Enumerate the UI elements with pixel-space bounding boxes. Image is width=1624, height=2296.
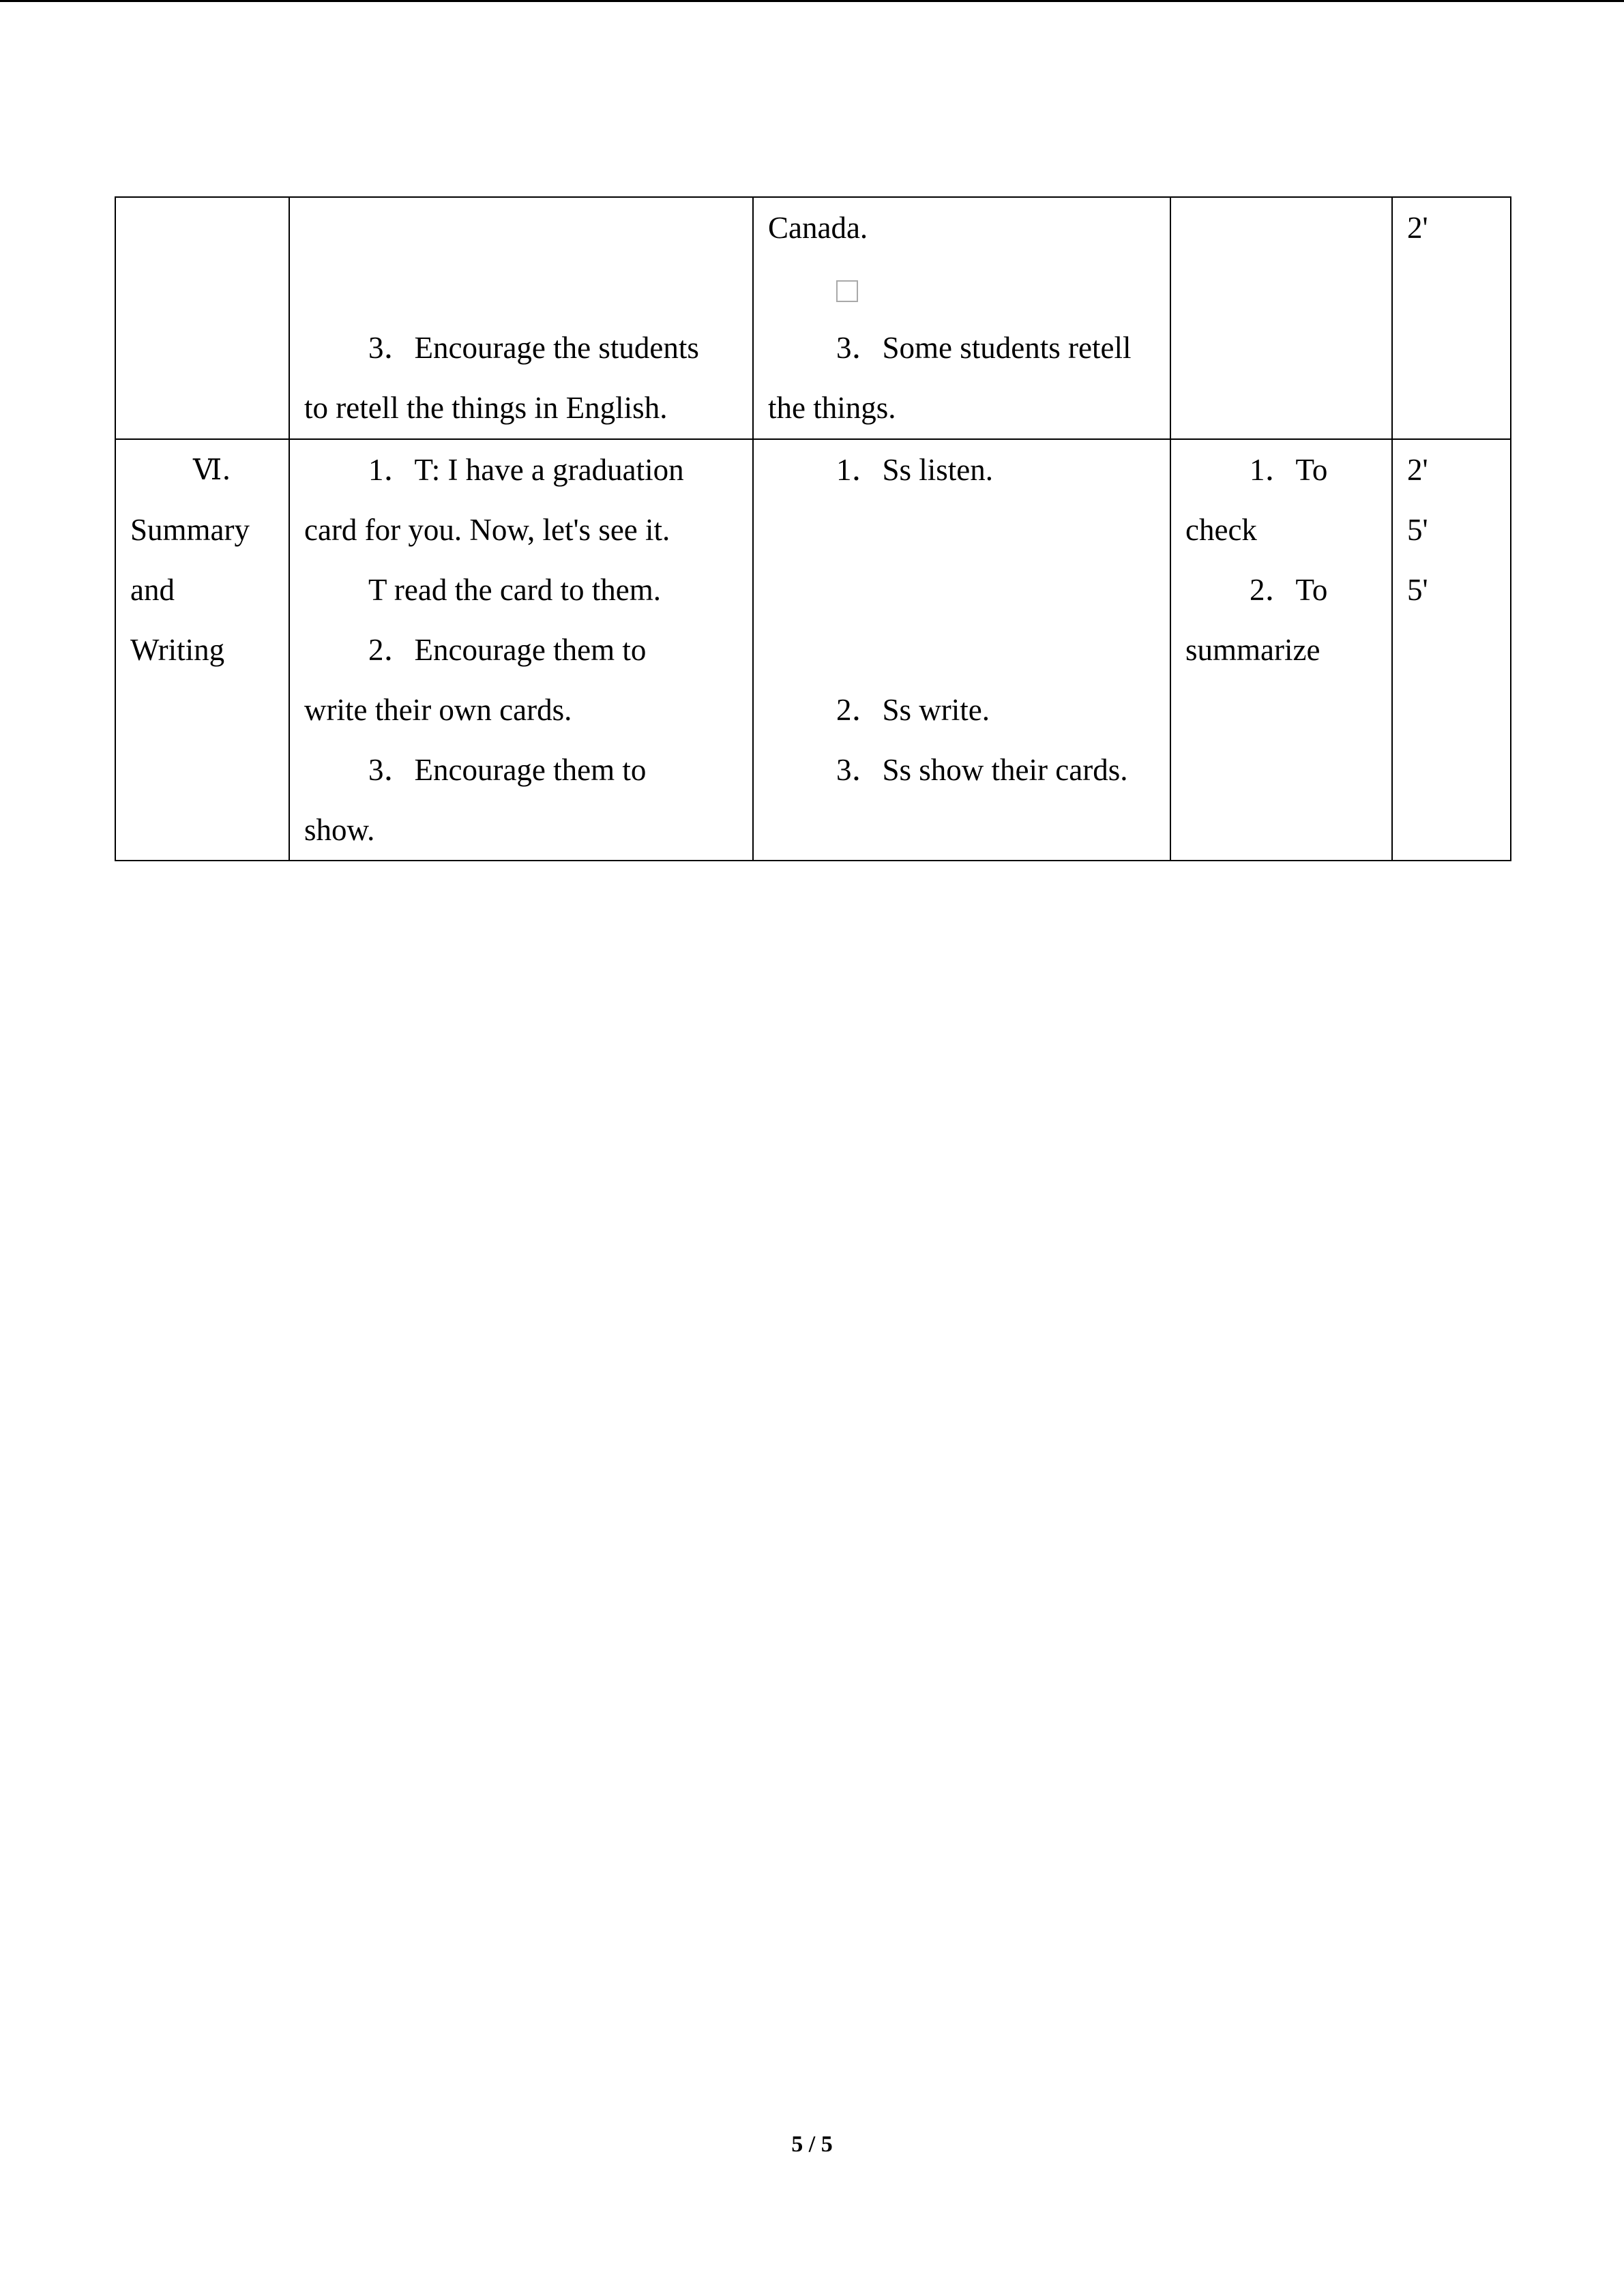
student-activity-line: the things. bbox=[768, 391, 896, 425]
student-activity-line: Canada. bbox=[768, 211, 868, 245]
page-number: 5 / 5 bbox=[791, 2132, 833, 2157]
time-value: 2' bbox=[1407, 453, 1428, 487]
stage-title-line: and bbox=[130, 573, 175, 607]
purpose-cell bbox=[1170, 197, 1392, 439]
top-border-line bbox=[0, 0, 1624, 2]
student-activity-line: 3．Ss show their cards. bbox=[836, 753, 1128, 787]
time-value: 5' bbox=[1407, 513, 1428, 547]
stage-numeral: Ⅵ. bbox=[193, 453, 231, 486]
time-value: 5' bbox=[1407, 573, 1428, 607]
teacher-activity-cell bbox=[289, 197, 753, 439]
stage-cell bbox=[115, 197, 289, 439]
teacher-activity-line: show. bbox=[304, 813, 375, 847]
student-activity-cell bbox=[753, 197, 1170, 439]
table-row bbox=[115, 439, 1511, 861]
student-activity-line: 1．Ss listen. bbox=[836, 453, 994, 487]
purpose-cell bbox=[1170, 439, 1392, 861]
stage-title-line: Writing bbox=[130, 633, 225, 667]
teacher-activity-line: 3．Encourage them to bbox=[368, 753, 647, 787]
time-cell bbox=[1392, 197, 1511, 439]
student-activity-cell bbox=[753, 439, 1170, 861]
table-row bbox=[115, 197, 1511, 439]
empty-box-icon bbox=[836, 280, 858, 302]
purpose-line: check bbox=[1185, 513, 1257, 547]
teacher-activity-line: T read the card to them. bbox=[368, 573, 661, 607]
time-cell bbox=[1392, 439, 1511, 861]
teacher-activity-line: write their own cards. bbox=[304, 693, 572, 727]
teacher-activity-cell bbox=[289, 439, 753, 861]
teacher-activity-line: 1．T: I have a graduation bbox=[368, 453, 684, 487]
teacher-activity-line: 2．Encourage them to bbox=[368, 633, 647, 667]
purpose-line: summarize bbox=[1185, 633, 1320, 667]
purpose-line: 1．To bbox=[1250, 453, 1328, 487]
time-value: 2' bbox=[1407, 211, 1428, 245]
teacher-activity-line: card for you. Now, let's see it. bbox=[304, 513, 670, 547]
teacher-activity-line: to retell the things in English. bbox=[304, 391, 668, 425]
purpose-line: 2．To bbox=[1250, 573, 1328, 607]
student-activity-line: 3．Some students retell bbox=[836, 331, 1132, 365]
stage-title-line: Summary bbox=[130, 513, 250, 547]
student-activity-line: 2．Ss write. bbox=[836, 693, 990, 727]
stage-cell bbox=[115, 439, 289, 861]
lesson-plan-table bbox=[115, 196, 1511, 861]
teacher-activity-line: 3．Encourage the students bbox=[368, 331, 699, 365]
